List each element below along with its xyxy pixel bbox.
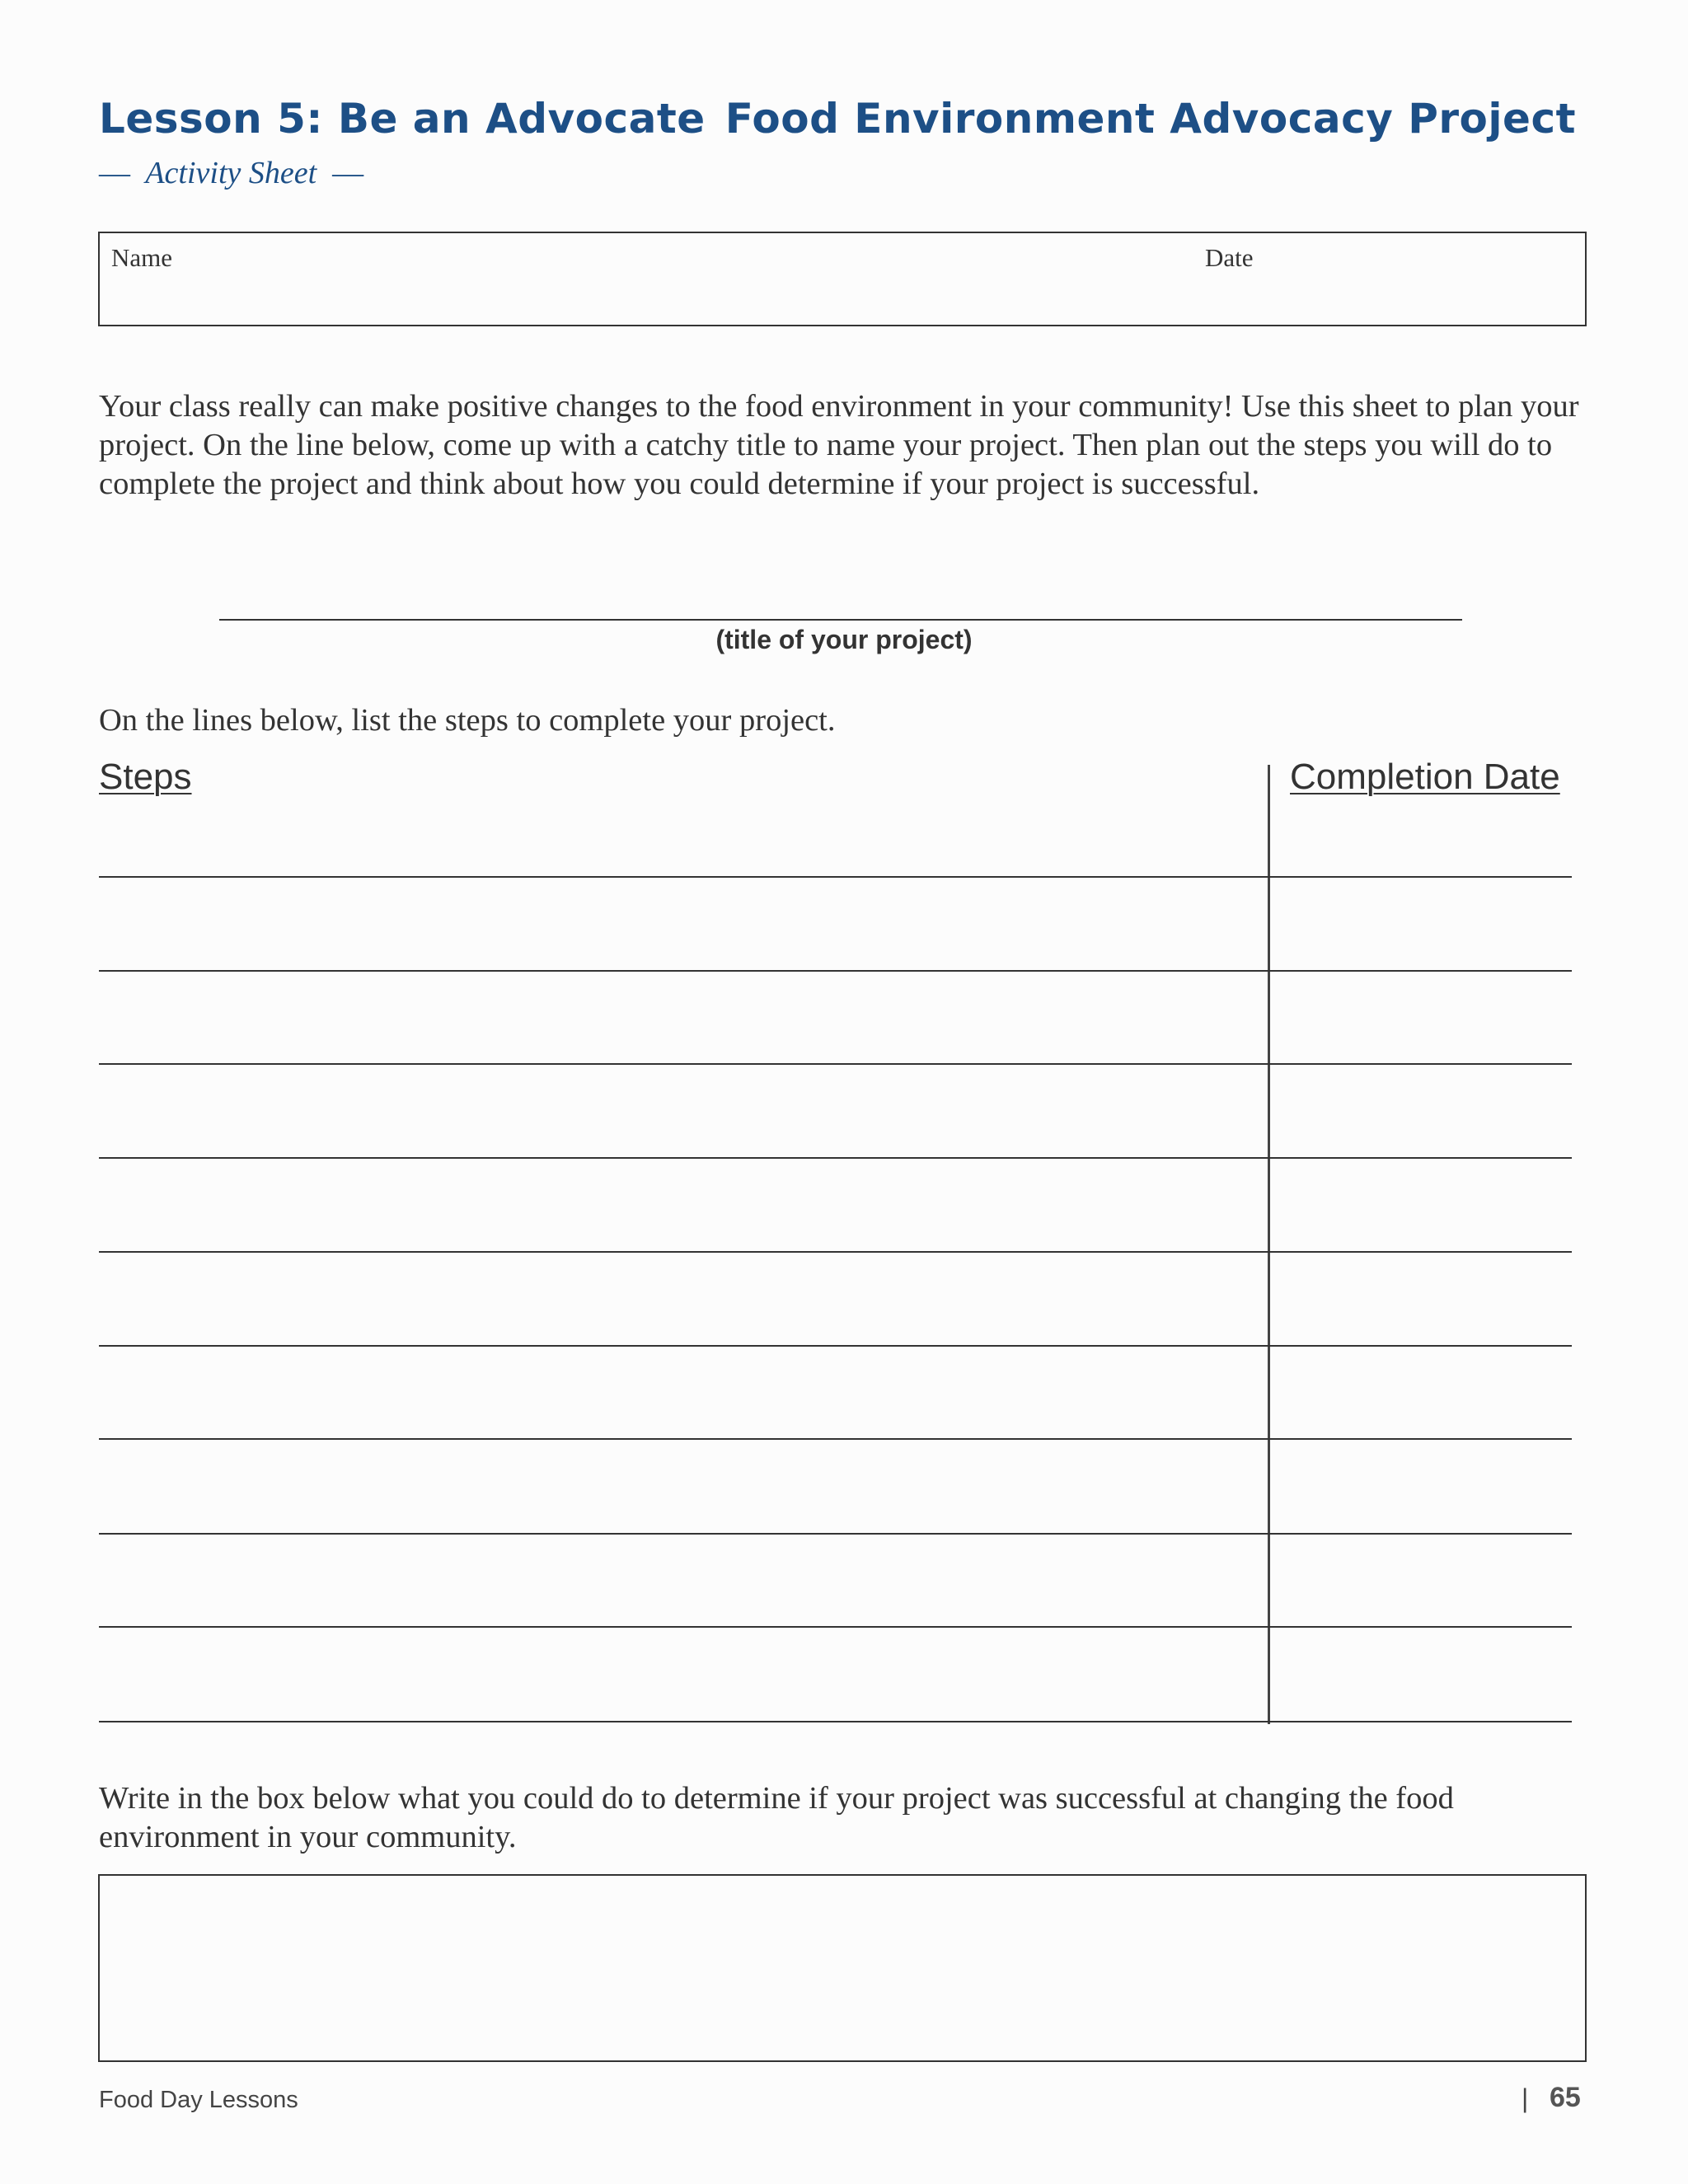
step-row-line[interactable] bbox=[99, 1251, 1572, 1253]
step-row-line[interactable] bbox=[99, 970, 1572, 972]
success-prompt: Write in the box below what you could do to determine if your project was successful at changing the food environment in your community. bbox=[99, 1781, 1454, 1854]
intro-paragraph: Your class really can make positive changes to the food environment in your community! Use this sheet to plan your project. On the line below, come up with a catchy title to name your project. Then plan out the steps you will do to complete the project and think about how you could determine if your project is successful. bbox=[99, 389, 1579, 501]
completion-date-column-header: Completion Date bbox=[1290, 757, 1560, 797]
step-row-line[interactable] bbox=[99, 1063, 1572, 1065]
step-row-line[interactable] bbox=[99, 1533, 1572, 1535]
date-label: Date bbox=[1205, 243, 1254, 272]
page-number: 65 bbox=[1550, 2082, 1581, 2113]
subtitle-text: Activity Sheet bbox=[145, 156, 317, 190]
subtitle-dash-right: — bbox=[332, 156, 364, 190]
footer-separator: | bbox=[1522, 2083, 1529, 2113]
name-label: Name bbox=[111, 243, 173, 272]
steps-instructions: On the lines below, list the steps to complete your project. bbox=[99, 703, 836, 738]
lesson-title: Lesson 5: Be an Advocate bbox=[99, 95, 706, 143]
success-answer-box[interactable] bbox=[98, 1874, 1587, 2062]
project-title-line[interactable] bbox=[219, 619, 1462, 621]
subtitle-dash-left: — bbox=[99, 156, 130, 190]
step-row-line[interactable] bbox=[99, 1157, 1572, 1159]
activity-sheet-subtitle bbox=[99, 155, 363, 191]
step-row-line[interactable] bbox=[99, 1626, 1572, 1628]
step-row-line[interactable] bbox=[99, 1345, 1572, 1347]
project-title-caption: (title of your project) bbox=[715, 625, 973, 654]
step-row-line[interactable] bbox=[99, 1721, 1572, 1722]
step-row-line[interactable] bbox=[99, 876, 1572, 878]
steps-column-divider bbox=[1268, 765, 1270, 1724]
project-title: Food Environment Advocacy Project bbox=[724, 95, 1576, 143]
footer-source: Food Day Lessons bbox=[99, 2087, 298, 2113]
name-date-box[interactable] bbox=[98, 232, 1587, 326]
steps-column-header: Steps bbox=[99, 757, 192, 797]
step-row-line[interactable] bbox=[99, 1438, 1572, 1440]
